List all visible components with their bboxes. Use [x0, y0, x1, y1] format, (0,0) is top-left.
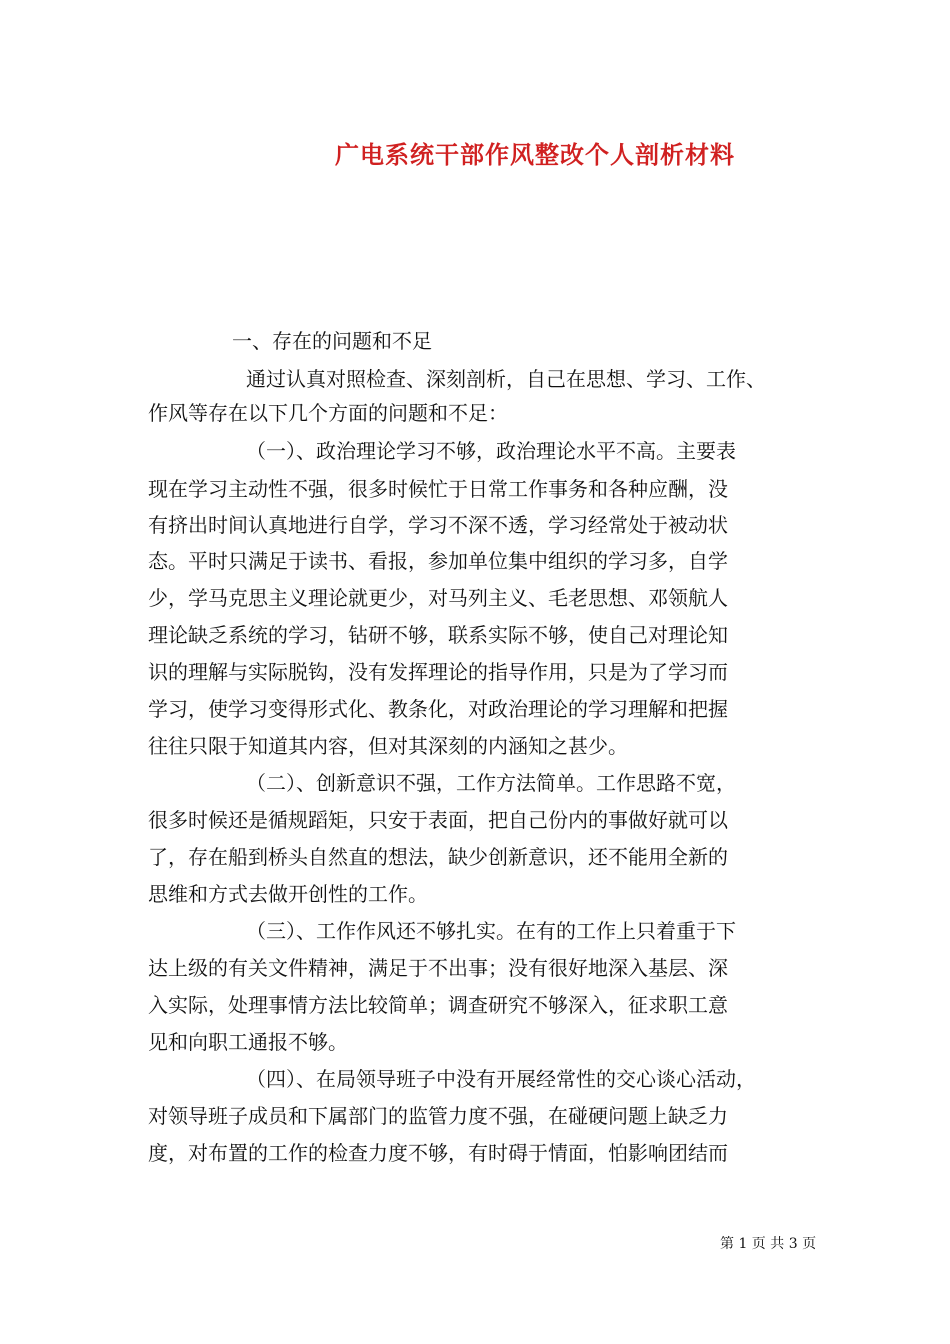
body-line: 识的理解与实际脱钩，没有发挥理论的指导作用，只是为了学习而 — [148, 660, 728, 684]
body-line: 理论缺乏系统的学习，钻研不够，联系实际不够，使自己对理论知 — [148, 623, 728, 647]
body-line: （二）、创新意识不强，工作方法简单。工作思路不宽， — [246, 771, 736, 795]
document-title: 广电系统干部作风整改个人剖析材料 — [335, 140, 735, 169]
body-line: （四）、在局领导班子中没有开展经常性的交心谈心活动， — [246, 1067, 756, 1091]
body-line: 通过认真对照检查、深刻剖析，自己在思想、学习、工作、 — [246, 367, 766, 391]
body-line: 入实际，处理事情方法比较简单；调查研究不够深入，征求职工意 — [148, 993, 728, 1017]
body-line: （三）、工作作风还不够扎实。在有的工作上只着重于下 — [246, 919, 736, 943]
body-line: 达上级的有关文件精神，满足于不出事；没有很好地深入基层、深 — [148, 956, 728, 980]
body-line: （一）、政治理论学习不够，政治理论水平不高。主要表 — [246, 439, 736, 463]
body-line: 有挤出时间认真地进行自学，学习不深不透，学习经常处于被动状 — [148, 513, 728, 537]
body-line: 态。平时只满足于读书、看报，参加单位集中组织的学习多，自学 — [148, 549, 728, 573]
body-line: 思维和方式去做开创性的工作。 — [148, 882, 428, 906]
body-line: 度，对布置的工作的检查力度不够，有时碍于情面，怕影响团结而 — [148, 1141, 728, 1165]
body-line: 对领导班子成员和下属部门的监管力度不强，在碰硬问题上缺乏力 — [148, 1104, 728, 1128]
body-line: 现在学习主动性不强，很多时候忙于日常工作事务和各种应酬，没 — [148, 477, 728, 501]
body-line: 作风等存在以下几个方面的问题和不足： — [148, 401, 508, 425]
body-line: 少，学马克思主义理论就更少，对马列主义、毛老思想、邓领航人 — [148, 586, 728, 610]
body-line: 见和向职工通报不够。 — [148, 1030, 348, 1054]
body-line: 了，存在船到桥头自然直的想法，缺少创新意识，还不能用全新的 — [148, 845, 728, 869]
body-line: 学习，使学习变得形式化、教条化，对政治理论的学习理解和把握 — [148, 697, 728, 721]
section-heading: 一、存在的问题和不足 — [232, 329, 432, 353]
body-line: 很多时候还是循规蹈矩，只安于表面，把自己份内的事做好就可以 — [148, 808, 728, 832]
page-footer: 第 1 页 共 3 页 — [720, 1236, 817, 1252]
body-line: 往往只限于知道其内容，但对其深刻的内涵知之甚少。 — [148, 734, 628, 758]
